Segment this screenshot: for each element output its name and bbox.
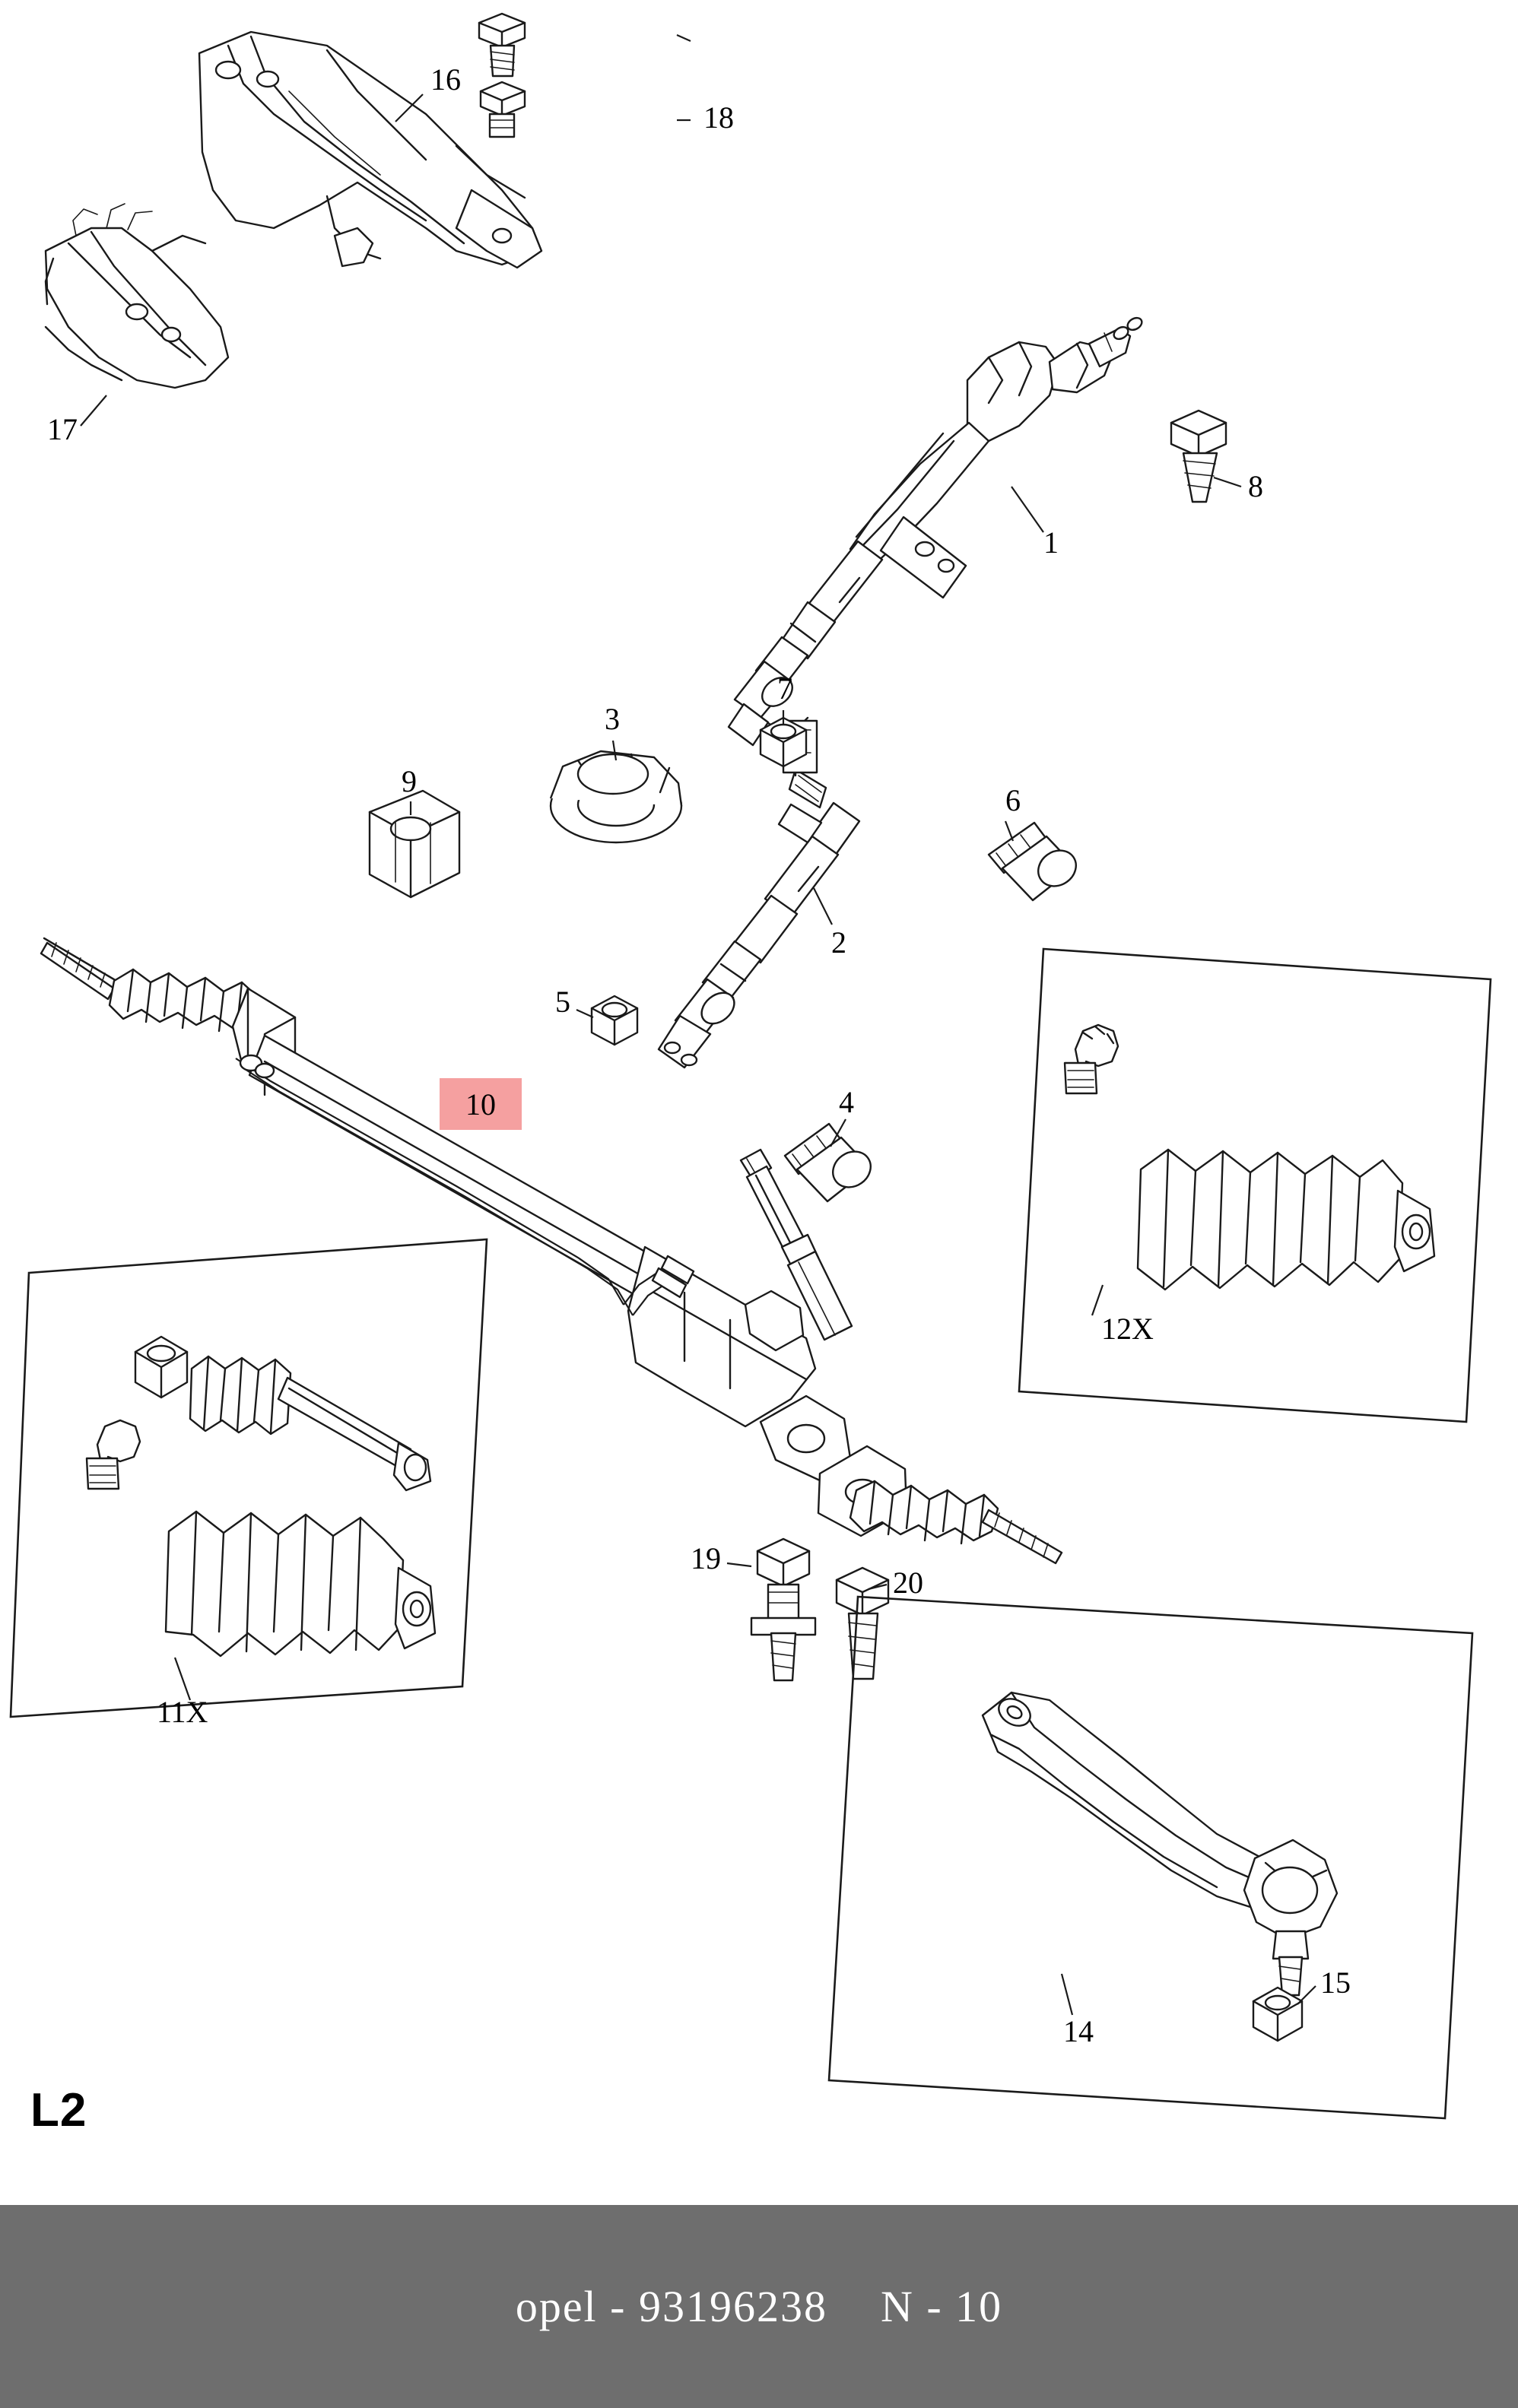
callout-17: 18 [703,100,734,135]
part-2-intermediate-shaft [659,718,859,1068]
footer-bar [0,2205,1518,2408]
part-8-plug [1171,411,1226,502]
part-3-grommet [551,751,681,842]
footer-part-number: opel - 93196238 [515,2282,827,2331]
part-5-nut [592,996,637,1045]
callout-2: 2 [831,925,846,960]
callout-19: 20 [893,1566,923,1600]
part-11X-tie-rod-kit [11,1239,487,1717]
callout-1: 1 [1043,525,1059,560]
footer-page-number: N - 10 [880,2282,1003,2331]
part-17-nut [481,82,525,137]
callout-15: 16 [430,62,461,97]
callout-6: 6 [1005,783,1021,817]
part-6-bolt [989,823,1083,900]
part-9-bushing-block [370,791,459,897]
callout-13: 14 [1063,2014,1094,2048]
callout-16: 17 [47,412,78,446]
part-4-bolt [785,1124,878,1201]
part-16-bracket [46,204,228,388]
callout-8: 8 [1248,469,1263,503]
callout-7: 7 [777,671,792,706]
part-10-steering-rack [41,938,1062,1563]
part-12X-boot-kit [1019,949,1491,1422]
callout-14: 15 [1320,1965,1351,2000]
part-13-tie-rod-end-kit [829,1597,1472,2118]
callout-18: 19 [691,1541,721,1575]
callout-10-highlight[interactable]: 10 [440,1078,522,1130]
callout-3: 3 [605,702,620,736]
callout-11X: 11X [157,1695,208,1729]
sheet-code: L2 [30,2084,87,2137]
callout-9: 9 [402,764,417,798]
part-18-bolt [751,1539,815,1680]
callout-4: 4 [839,1085,854,1119]
callout-5: 5 [555,985,570,1019]
part-19-bolt [837,1568,888,1679]
callout-12X: 12X [1101,1312,1154,1346]
part-20-bolt [479,14,525,76]
